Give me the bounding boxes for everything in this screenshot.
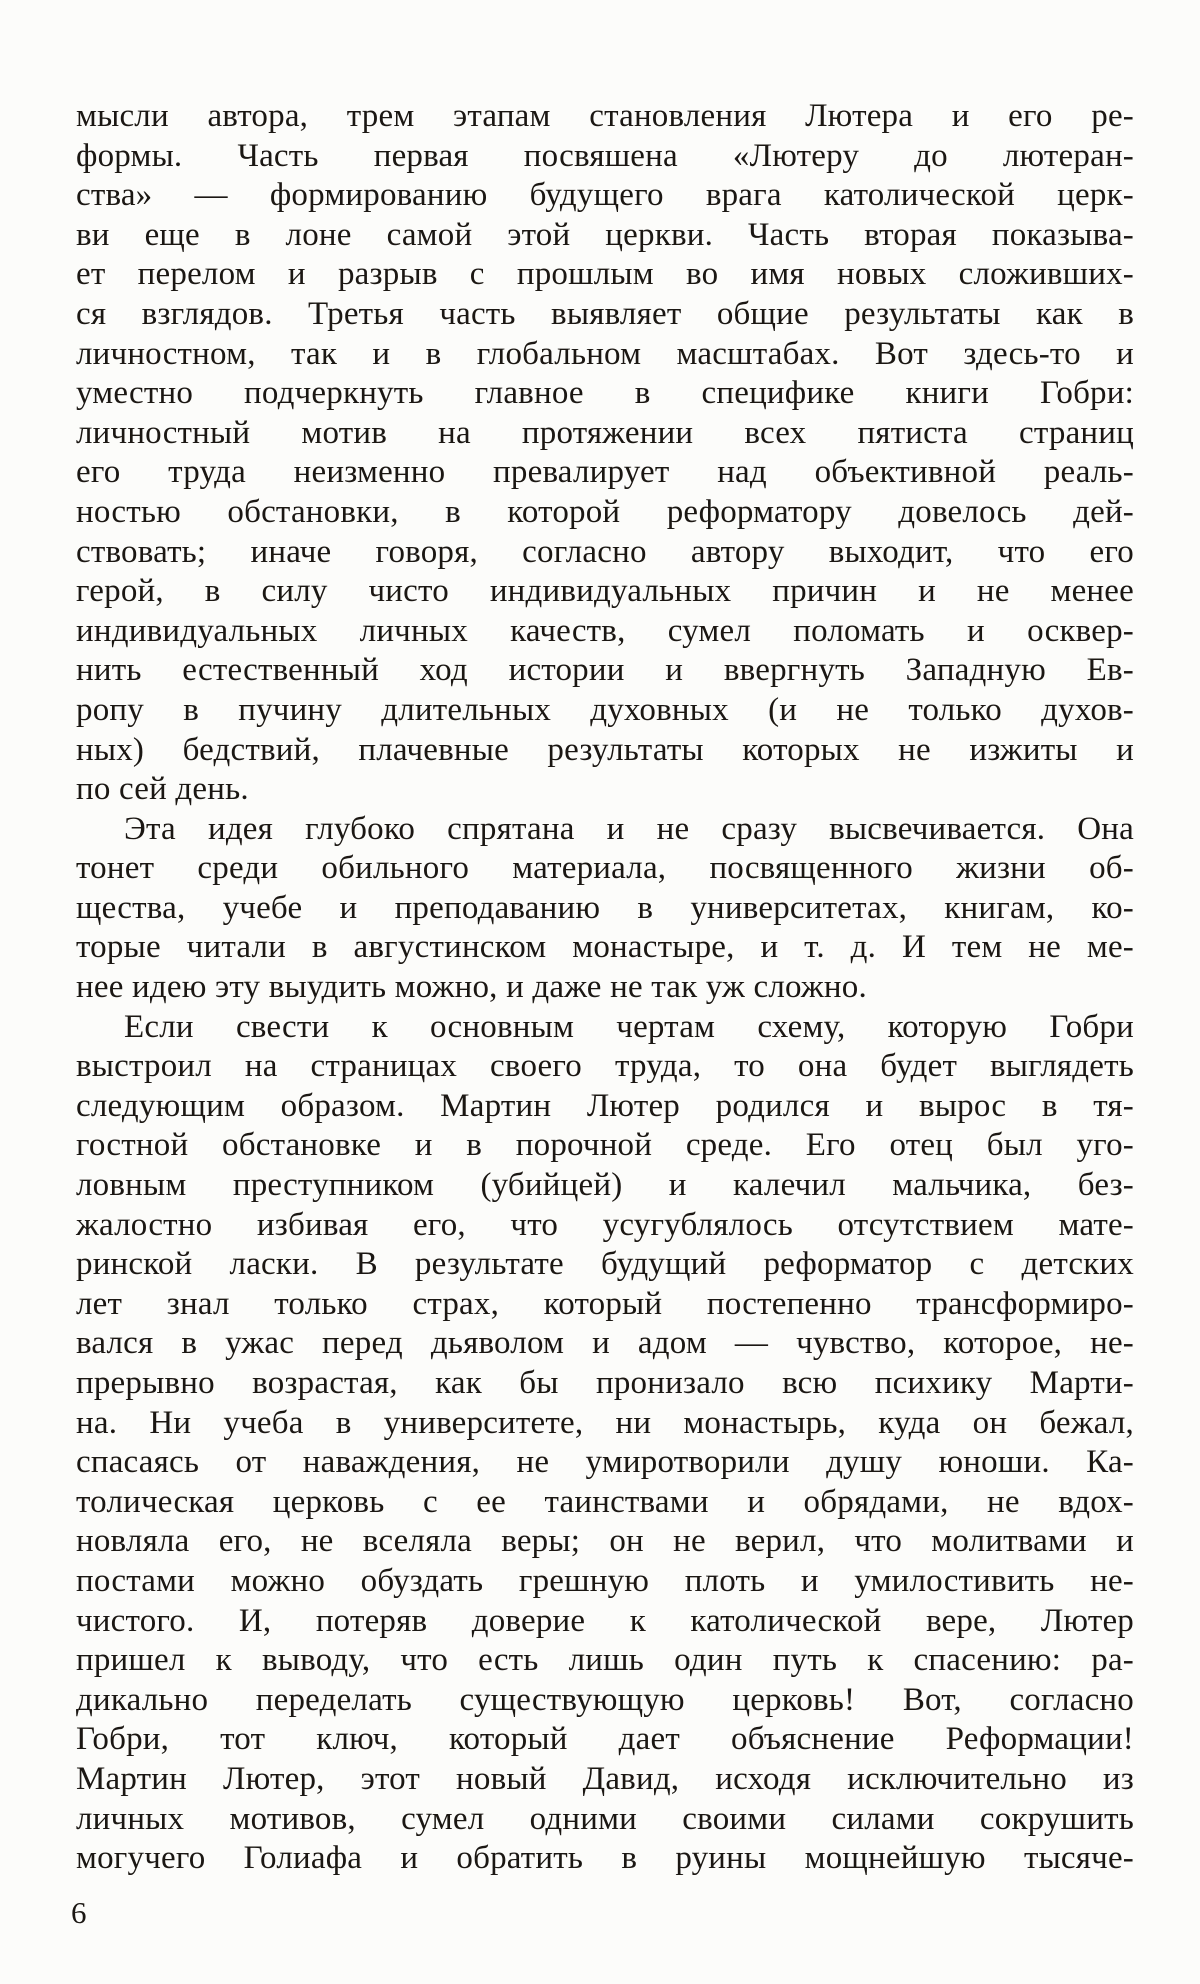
text-line: ропу в пучину длительных духовных (и не только духов- bbox=[76, 691, 1134, 728]
text-line: новляла его, не вселяла веры; он не верил, что молитвами и bbox=[76, 1523, 1134, 1560]
text-line: постами можно обуздать грешную плоть и умилостивить не- bbox=[76, 1562, 1134, 1599]
text-line: тонет среди обильного материала, посвященного жизни об- bbox=[76, 850, 1134, 887]
text-line: ет перелом и разрыв с прошлым во имя новых сложивших- bbox=[76, 256, 1134, 293]
text-line: личностном, так и в глобальном масштабах. Вот здесь-то и bbox=[76, 335, 1134, 372]
text-line: жалостно избивая его, что усугублялось отсутствием мате- bbox=[76, 1206, 1134, 1243]
text-line: ловным преступником (убийцей) и калечил мальчика, без- bbox=[76, 1167, 1134, 1204]
text-line: нее идею эту выудить можно, и даже не так уж сложно. bbox=[76, 969, 867, 1006]
text-line: уместно подчеркнуть главное в специфике книги Гобри: bbox=[76, 375, 1134, 412]
text-line: дикально переделать существующую церковь! Вот, согласно bbox=[76, 1681, 1134, 1718]
text-line: формы. Часть первая посвяшена «Лютеру до лютеран- bbox=[76, 137, 1134, 174]
text-line: по сей день. bbox=[76, 771, 249, 808]
text-line: выстроил на страницах своего труда, то она будет выглядеть bbox=[76, 1048, 1134, 1085]
text-line: лет знал только страх, который постепенно трансформиро- bbox=[76, 1285, 1134, 1322]
text-line: ствовать; иначе говоря, согласно автору выходит, что его bbox=[76, 533, 1134, 570]
text-line: вался в ужас перед дьяволом и адом — чувство, которое, не- bbox=[76, 1325, 1134, 1362]
text-line: герой, в силу чисто индивидуальных причин и не менее bbox=[76, 573, 1134, 610]
text-line: его труда неизменно превалирует над объективной реаль- bbox=[76, 454, 1134, 491]
text-line: личных мотивов, сумел одними своими силами сокрушить bbox=[76, 1800, 1134, 1837]
text-line: на. Ни учеба в университете, ни монастырь, куда он бежал, bbox=[76, 1404, 1134, 1441]
text-line: мысли автора, трем этапам становления Лютера и его ре- bbox=[76, 98, 1134, 134]
text-line: торые читали в августинском монастыре, и т. д. И тем не ме- bbox=[76, 929, 1134, 966]
text-line: ви еще в лоне самой этой церкви. Часть вторая показыва- bbox=[76, 216, 1134, 253]
body-text bbox=[76, 97, 1134, 1879]
text-line: могучего Голиафа и обратить в руины мощнейшую тысяче- bbox=[76, 1840, 1134, 1877]
text-line: прерывно возрастая, как бы пронизало всю психику Марти- bbox=[76, 1365, 1134, 1401]
text-line: Если свести к основным чертам схему, которую Гобри bbox=[124, 1008, 1134, 1045]
text-line: ся взглядов. Третья часть выявляет общие результаты как в bbox=[76, 295, 1134, 332]
text-line: ных) бедствий, плачевные результаты которых не изжиты и bbox=[76, 731, 1134, 768]
text-line: Гобри, тот ключ, который дает объяснение Реформации! bbox=[76, 1721, 1134, 1758]
text-line: пришел к выводу, что есть лишь один путь к спасению: ра- bbox=[76, 1642, 1134, 1679]
text-line: Эта идея глубоко спрятана и не сразу высвечивается. Она bbox=[124, 810, 1134, 847]
text-line: индивидуальных личных качеств, сумел поломать и осквер- bbox=[76, 612, 1134, 649]
text-line: ства» — формированию будущего врага католической церк- bbox=[76, 177, 1134, 214]
text-line: Мартин Лютер, этот новый Давид, исходя исключительно из bbox=[76, 1760, 1134, 1797]
text-line: ностью обстановки, в которой реформатору довелось дей- bbox=[76, 493, 1134, 530]
text-line: спасаясь от наваждения, не умиротворили душу юноши. Ка- bbox=[76, 1444, 1134, 1481]
text-line: щества, учебе и преподаванию в университетах, книгам, ко- bbox=[76, 889, 1134, 926]
text-line: толическая церковь с ее таинствами и обрядами, не вдох- bbox=[76, 1483, 1134, 1520]
text-line: гостной обстановке и в порочной среде. Его отец был уго- bbox=[76, 1127, 1134, 1164]
page-number: 6 bbox=[71, 1895, 87, 1930]
text-line: чистого. И, потеряв доверие к католической вере, Лютер bbox=[76, 1602, 1134, 1639]
text-line: следующим образом. Мартин Лютер родился и вырос в тя- bbox=[76, 1087, 1134, 1124]
text-line: нить естественный ход истории и ввергнуть Западную Ев- bbox=[76, 652, 1134, 689]
text-line: ринской ласки. В результате будущий реформатор с детских bbox=[76, 1246, 1134, 1283]
text-line: личностный мотив на протяжении всех пятиста страниц bbox=[76, 414, 1134, 451]
